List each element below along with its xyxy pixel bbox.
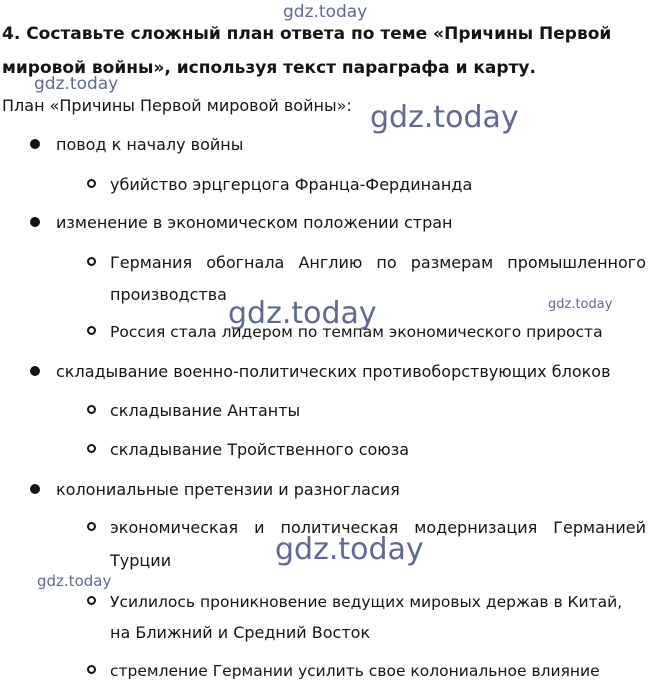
bullet-icon [30,139,40,149]
plan-subitem-continuation: производства [110,285,227,304]
plan-item: изменение в экономическом положении стран [56,213,453,232]
circle-bullet-icon [87,326,96,335]
plan-subitem: экономическая и политическая модернизация Германией [110,518,646,537]
watermark: gdz.today [283,2,368,22]
plan-subitem-continuation: на Ближний и Средний Восток [110,623,371,642]
plan-item: колониальные претензии и разногласия [56,480,400,499]
plan-title: План «Причины Первой мировой войны»: [2,96,352,115]
plan-subitem: стремление Германии усилить свое колониальное влияние [110,662,600,680]
watermark: gdz.today [37,572,112,590]
task-heading-line-2: мировой войны», используя текст параграфа и карту. [2,58,536,78]
watermark: gdz.today [548,297,613,312]
watermark: gdz.today [34,74,119,94]
plan-subitem: складывание Тройственного союза [110,440,410,459]
circle-bullet-icon [87,665,96,674]
task-heading-line-1: 4. Составьте сложный план ответа по теме «Причины Первой [2,24,612,44]
plan-subitem: складывание Антанты [110,401,301,420]
watermark: gdz.today [370,100,519,135]
circle-bullet-icon [87,257,96,266]
bullet-icon [30,484,40,494]
plan-subitem: Германия обогнала Англию по размерам промышленного [110,253,646,272]
plan-subitem: Усилилось проникновение ведущих мировых держав в Китай, [110,593,623,611]
watermark: gdz.today [228,296,377,331]
circle-bullet-icon [87,179,96,188]
plan-subitem: Россия стала лидером по темпам экономического прироста [110,323,603,341]
plan-subitem-continuation: Турции [110,551,172,570]
bullet-icon [30,217,40,227]
circle-bullet-icon [87,522,96,531]
circle-bullet-icon [87,444,96,453]
circle-bullet-icon [87,596,96,605]
watermark: gdz.today [275,532,424,567]
bullet-icon [30,366,40,376]
plan-item: повод к началу войны [56,135,244,154]
plan-item: складывание военно-политических противоборствующих блоков [56,362,611,381]
circle-bullet-icon [87,405,96,414]
plan-subitem: убийство эрцгерцога Франца-Фердинанда [110,175,473,194]
